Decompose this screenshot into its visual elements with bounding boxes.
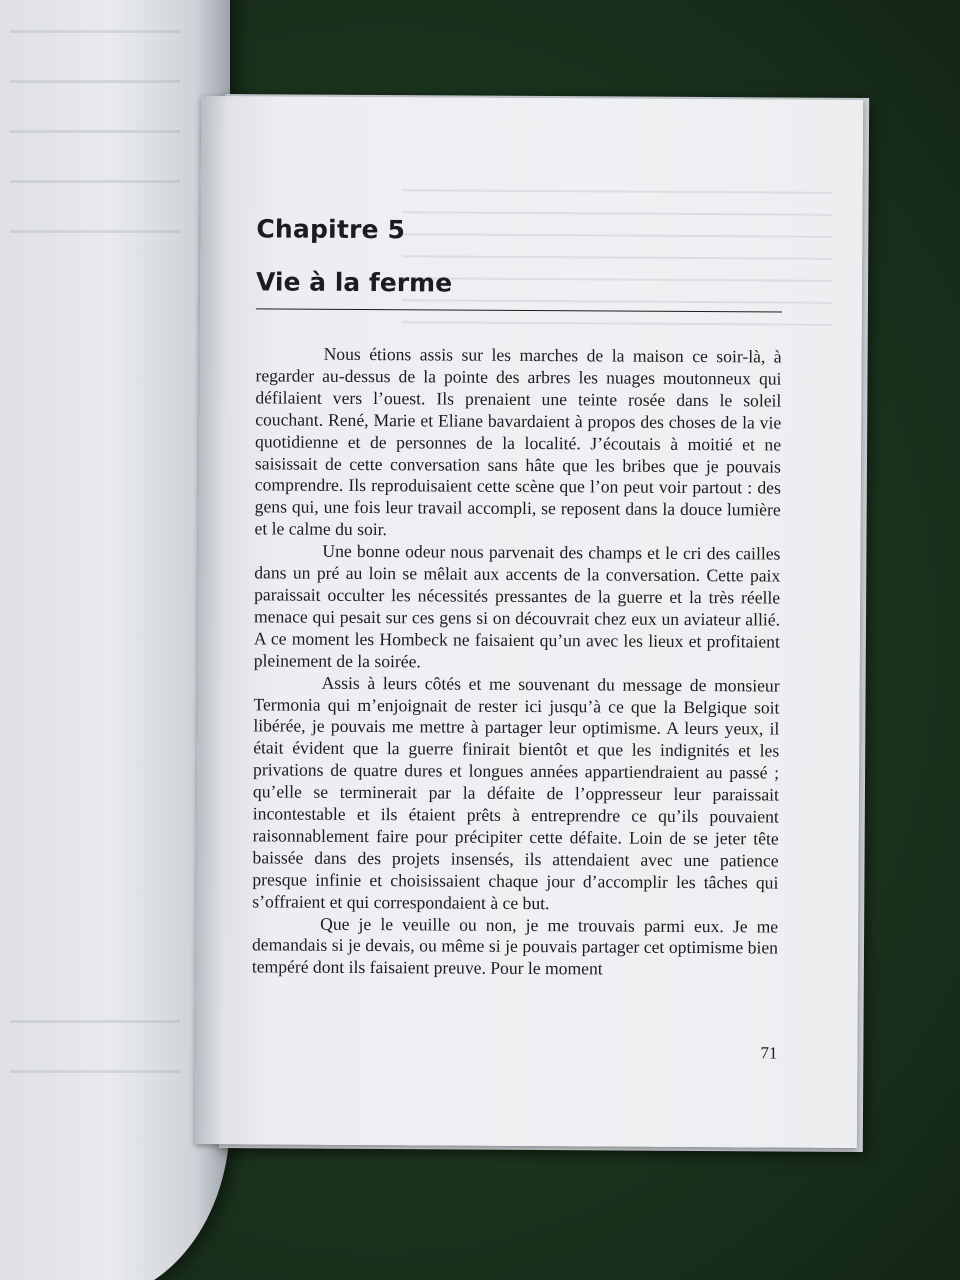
paragraph: Nous étions assis sur les marches de la maison ce soir-là, à regarder au-dessus de la pointe des arbres les nuages moutonneux qui défilaient vers l’ouest. Ils prenaient une teinte rosée dans le soleil couchant. René, Marie et Eliane bavardaient à propos des choses de la vie quotidienne et de personnes de la localité. J’écoutais à moitié et ne saisissait de cette conversation sans hâte que les bribes que je pouvais comprendre. Ils reproduisaient cette scène que l’on peut voir partout : des gens qui, une fois leur travail accompli, se reposent dans la douce lumière et le calme du soir.	[254, 343, 782, 540]
left-page-bleed-line	[10, 1070, 180, 1073]
body-text	[252, 343, 782, 981]
left-page-bleed-line	[10, 1020, 180, 1023]
left-page-bleed-line	[10, 130, 180, 133]
left-page-bleed-line	[10, 230, 180, 233]
page-number: 71	[760, 1043, 778, 1063]
paragraph: Une bonne odeur nous parvenait des champs et le cri des cailles dans un pré au loin se mêlait aux accents de la conversation. Cette paix paraissait occulter les nécessités pressantes de la guerre et la très réelle menace qui pesait sur ces gens si on découvrait chez eux un aviateur allié. A ce moment les Hombeck ne faisaient qu’un avec les lieux et profitaient pleinement de la soirée.	[253, 540, 781, 672]
paragraph: Assis à leurs côtés et me souvenant du message de monsieur Termonia qui m’enjoignait de rester ici jusqu’à ce que la Belgique soit libérée, je pouvais me mettre à partager leur optimisme. A leurs yeux, il était évident que la guerre finirait bientôt et que les indignités et les privations de quatre dures et longues années appartiendraient au passé ; qu’elle se terminerait par la défaite de l’oppresseur leur paraissait incontestable et ils étaient prêts à entreprendre ce qu’ils pouvaient raisonnablement faire pour précipiter cette défaite. Loin de se jeter tête baissée dans des projets insensés, ils attendaient avec une patience presque infinie et choisissaient chaque jour d’accomplir les tâches qui s’offraient et qui correspondaient à ce but.	[252, 672, 780, 913]
paragraph: Que je le veuille ou non, je me trouvais parmi eux. Je me demandais si je devais, ou même si je pouvais partager cet optimisme bien tempéré dont ils faisaient preuve. Pour le moment	[251, 913, 779, 979]
chapter-title: Vie à la ferme	[256, 267, 782, 312]
page-content	[252, 214, 783, 981]
book-page	[195, 96, 863, 1148]
chapter-number: Chapitre 5	[256, 214, 406, 245]
show-through-line	[403, 189, 833, 194]
left-page-bleed-line	[10, 80, 180, 83]
left-page-bleed-line	[10, 30, 180, 33]
left-page-bleed-line	[10, 180, 180, 183]
